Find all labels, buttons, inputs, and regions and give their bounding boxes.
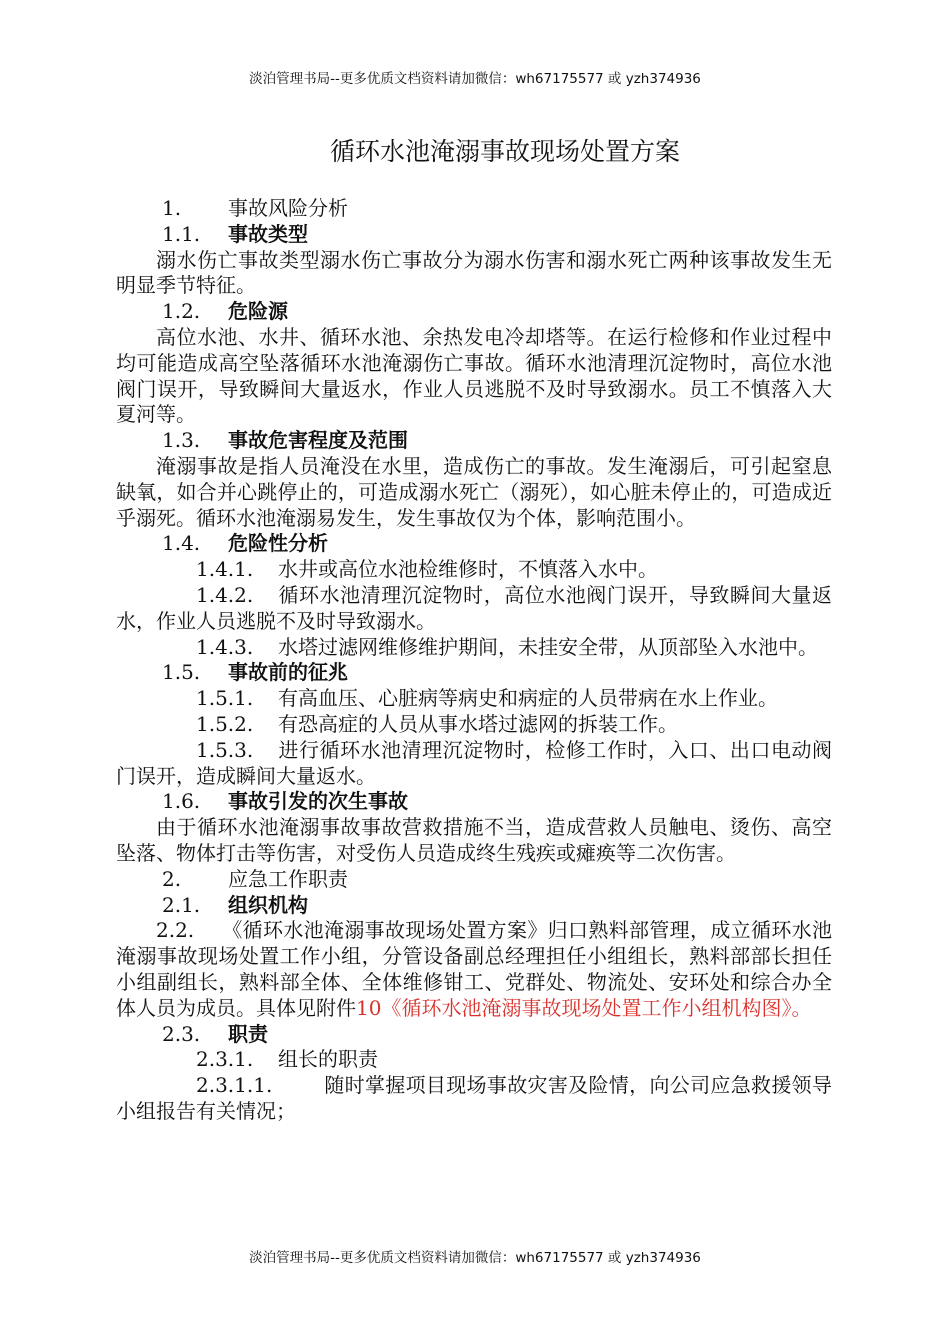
section-1-heading [116,196,832,222]
section-1-6-heading [116,789,832,815]
item-text: 有高血压、心脏病等病史和病症的人员带病在水上作业。 [278,686,778,711]
section-number: 1.3. [162,428,201,453]
item-text: 进行循环水池清理沉淀物时，检修工作时，入口、出口电动阀门误开，造成瞬间大量返水。 [116,737,832,788]
item-number: 1.5.3. [196,737,254,762]
section-1-3-text: 淹溺事故是指人员淹没在水里，造成伤亡的事故。发生淹溺后，可引起窒息缺氧，如合并心跳停止的，可造成溺水死亡（溺死），如心脏未停止的，可造成近乎溺死。循环水池淹溺易发生，发生事故仅为个体，影响范围小。 [116,453,832,530]
section-number: 2.1. [162,892,201,917]
document-body [116,196,832,1125]
item-text: 水塔过滤网维修维护期间，未挂安全带，从顶部坠入水池中。 [278,634,818,659]
item-number: 2.3.1.1. [196,1073,273,1098]
item-text: 有恐高症的人员从事水塔过滤网的拆装工作。 [278,711,678,736]
section-2-3-heading [116,1022,832,1048]
section-label: 事故风险分析 [228,196,348,220]
item-number: 1.4.3. [196,634,254,659]
section-label: 应急工作职责 [228,866,348,891]
section-number: 1.1. [162,221,201,246]
section-2-2-body: 《循环水池淹溺事故现场处置方案》归口熟料部管理，成立循环水池淹溺事故现场处置工作小组，分管设备副总经理担任小组组长，熟料部部长担任小组副组长，熟料部全体、全体维修钳工、党群处、物流处、安环处和综合办全体人员为成员。具体见附件 [116,918,832,1020]
section-1-5-heading [116,660,832,686]
section-1-4-heading [116,531,832,557]
section-number: 1.5. [162,660,201,685]
page-header: 淡泊管理书局--更多优质文档资料请加微信：wh67175577 或 yzh374936 [249,71,701,87]
item-2-3-1 [116,1047,832,1073]
section-number: 2.3. [162,1021,201,1046]
section-number: 1.6. [162,789,201,814]
section-1-2-text: 高位水池、水井、循环水池、余热发电冷却塔等。在运行检修和作业过程中均可能造成高空坠落循环水池淹溺伤亡事故。循环水池清理沉淀物时，高位水池阀门误开，导致瞬间大量返水，作业人员逃脱不及时导致溺水。员工不慎落入大夏河等。 [116,324,832,427]
item-1-5-3 [116,738,832,790]
section-label: 事故前的征兆 [228,660,348,685]
section-1-6-text: 由于循环水池淹溺事故事故营救措施不当，造成营救人员触电、烫伤、高空坠落、物体打击等伤害，对受伤人员造成终生残疾或瘫痪等二次伤害。 [116,815,832,865]
item-number: 2.3.1. [196,1047,254,1072]
item-1-4-3 [116,635,832,661]
item-text: 组长的职责 [278,1047,378,1072]
section-label: 职责 [228,1021,268,1046]
section-2-heading [116,867,832,893]
section-number: 2.2. [156,918,195,943]
item-1-4-1 [116,557,832,583]
item-number: 1.5.2. [196,711,254,736]
section-number: 2. [162,866,182,891]
section-number: 1.2. [162,299,201,324]
document-title: 循环水池淹溺事故现场处置方案 [329,137,680,166]
item-number: 1.5.1. [196,686,254,711]
section-1-3-heading [116,428,832,454]
item-text: 随时掌握项目现场事故灾害及险情，向公司应急救援领导小组报告有关情况； [116,1073,832,1123]
section-2-1-heading [116,893,832,919]
section-label: 危险性分析 [228,531,328,556]
appendix-link[interactable]: 10《循环水池淹溺事故现场处置工作小组机构图》。 [356,995,812,1020]
item-number: 1.4.1. [196,557,254,582]
item-number: 1.4.2. [196,582,254,607]
section-label: 事故引发的次生事故 [228,789,408,814]
item-text: 循环水池清理沉淀物时，高位水池阀门误开，导致瞬间大量返水，作业人员逃脱不及时导致溺水。 [116,582,832,633]
section-1-1-heading [116,222,832,248]
section-label: 事故危害程度及范围 [228,428,408,453]
item-1-5-2 [116,712,832,738]
item-1-5-1 [116,686,832,712]
section-1-2-heading [116,299,832,325]
item-text: 水井或高位水池检维修时，不慎落入水中。 [278,557,658,582]
section-label: 组织机构 [228,892,308,917]
page-footer: 淡泊管理书局--更多优质文档资料请加微信：wh67175577 或 yzh374936 [249,1250,701,1266]
section-label: 危险源 [228,299,288,324]
section-number: 1.4. [162,531,201,556]
section-number: 1. [162,196,182,220]
section-1-1-text: 溺水伤亡事故类型溺水伤亡事故分为溺水伤害和溺水死亡两种该事故发生无明显季节特征。 [116,247,832,298]
item-2-3-1-1 [116,1073,832,1125]
section-label: 事故类型 [228,221,308,246]
section-2-2-text [116,918,832,1021]
item-1-4-2 [116,583,832,635]
